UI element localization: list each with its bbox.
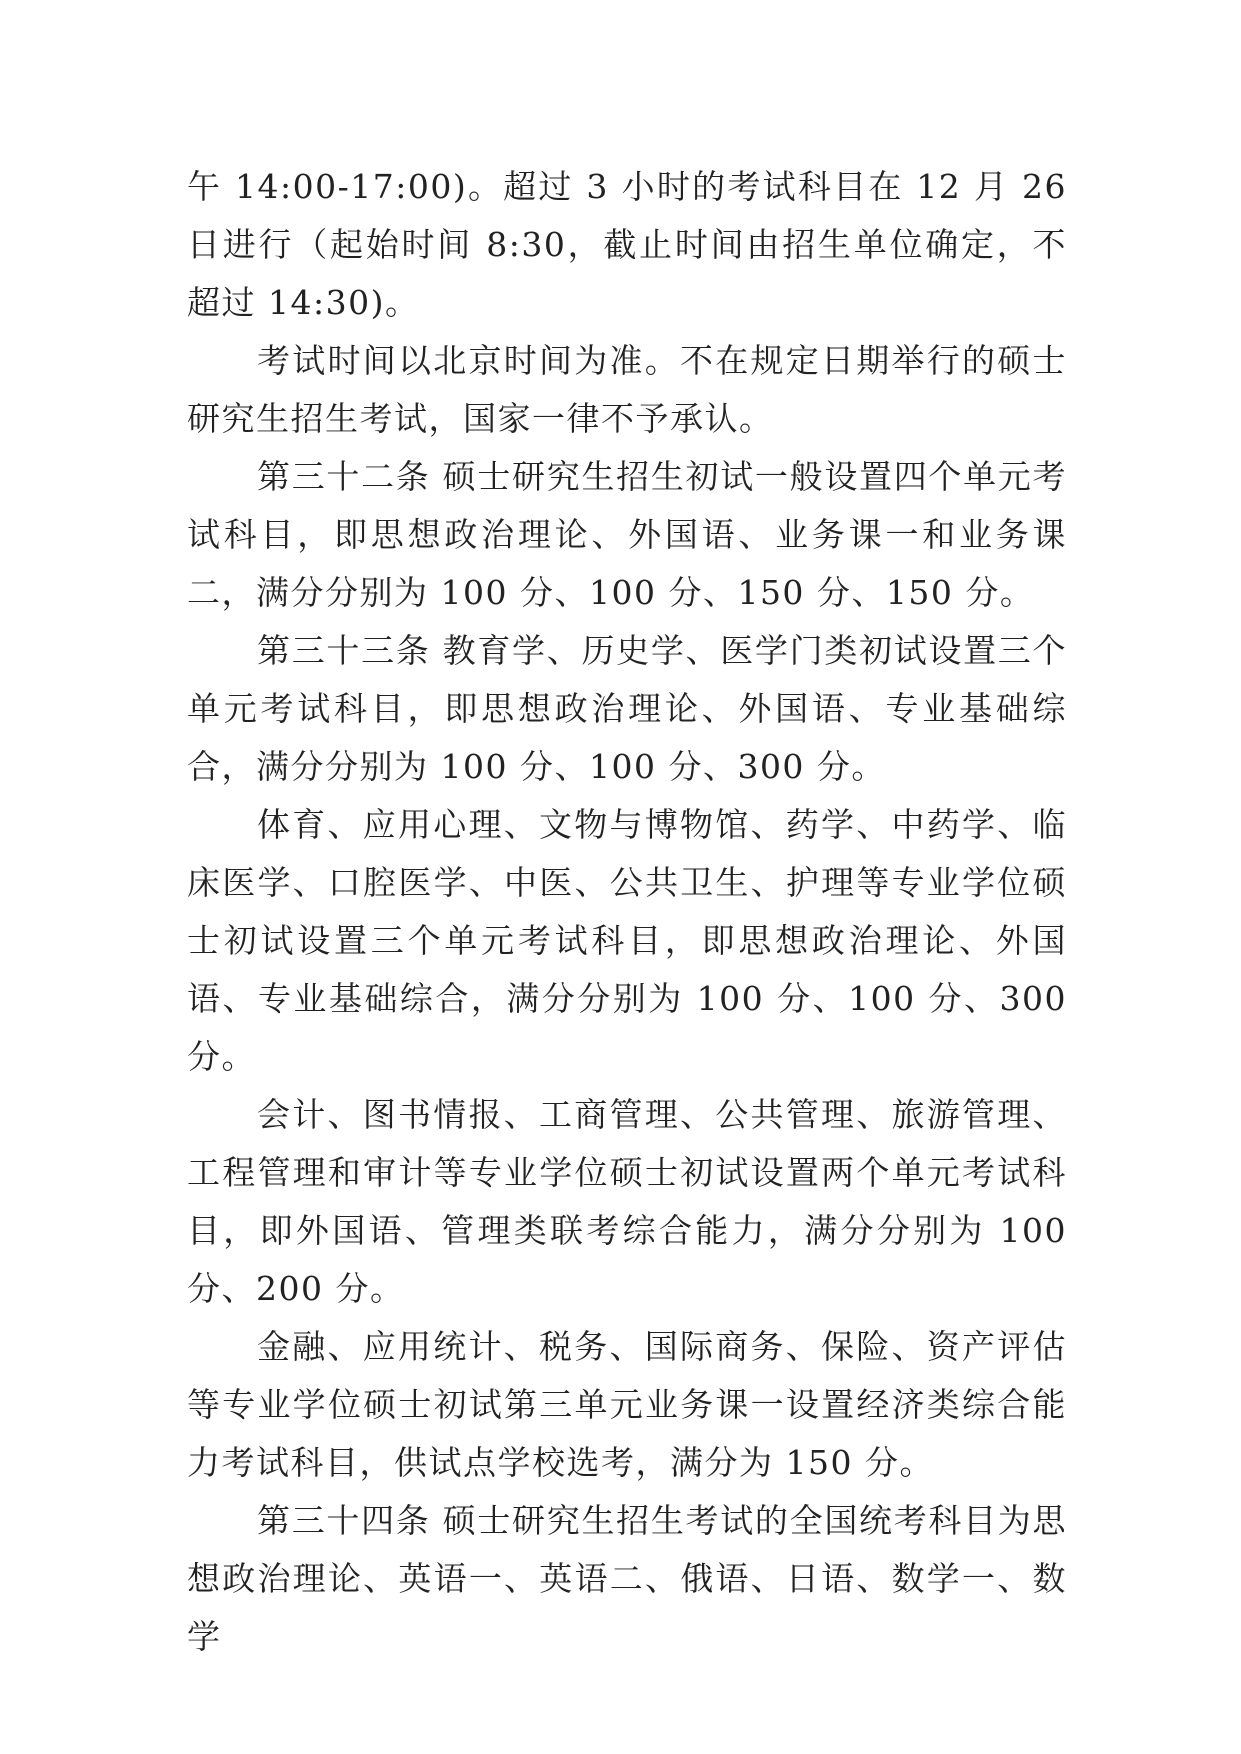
paragraph-article-33: 第三十三条 教育学、历史学、医学门类初试设置三个单元考试科目，即思想政治理论、外国语、专业基础综合，满分分别为 100 分、100 分、300 分。 (187, 631, 1067, 786)
paragraph-article-34: 第三十四条 硕士研究生招生考试的全国统考科目为思想政治理论、英语一、英语二、俄语、日语、数学一、数学 (187, 1501, 1067, 1656)
paragraph-economics-comprehensive: 金融、应用统计、税务、国际商务、保险、资产评估等专业学位硕士初试第三单元业务课一设置经济类综合能力考试科目，供试点学校选考，满分为 150 分。 (187, 1327, 1067, 1482)
paragraph-professional-degrees-two-units: 会计、图书情报、工商管理、公共管理、旅游管理、工程管理和审计等专业学位硕士初试设置两个单元考试科目，即外国语、管理类联考综合能力，满分分别为 100 分、200 分。 (187, 1095, 1067, 1308)
paragraph-exam-time-continued: 午 14:00-17:00)。超过 3 小时的考试科目在 12 月 26 日进行（起始时间 8:30，截止时间由招生单位确定，不超过 14:30)。 (187, 167, 1067, 322)
paragraph-professional-degrees-three-units: 体育、应用心理、文物与博物馆、药学、中药学、临床医学、口腔医学、中医、公共卫生、护理等专业学位硕士初试设置三个单元考试科目，即思想政治理论、外国语、专业基础综合，满分分别为 100 分、100 分、300 分。 (187, 805, 1067, 1076)
document-body (187, 158, 1067, 1666)
paragraph-article-32: 第三十二条 硕士研究生招生初试一般设置四个单元考试科目，即思想政治理论、外国语、业务课一和业务课二，满分分别为 100 分、100 分、150 分、150 分。 (187, 457, 1067, 612)
paragraph-beijing-time: 考试时间以北京时间为准。不在规定日期举行的硕士研究生招生考试，国家一律不予承认。 (187, 341, 1067, 438)
